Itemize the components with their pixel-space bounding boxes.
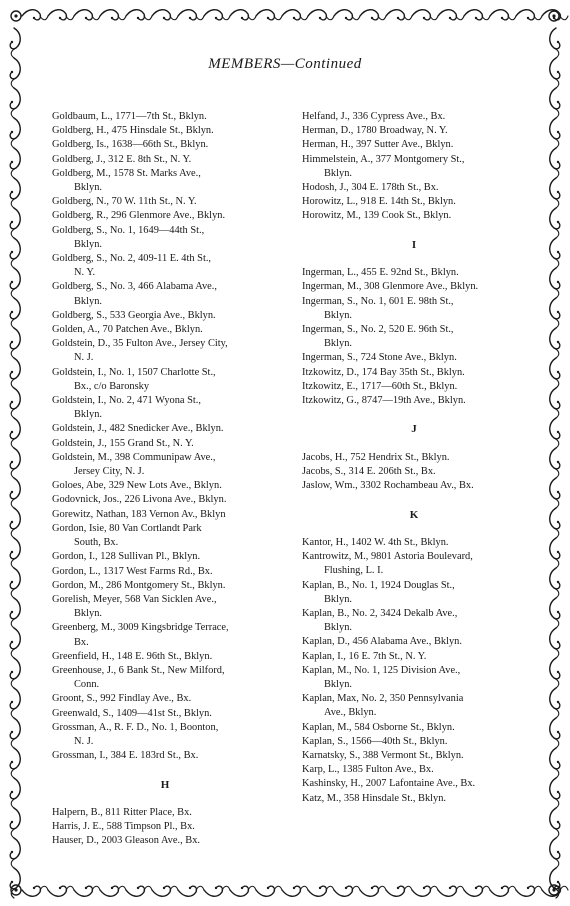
member-entry-line: Greenwald, S., 1409—41st St., Bklyn. <box>52 707 212 719</box>
member-entry <box>52 707 278 721</box>
left-column <box>52 110 278 849</box>
member-entry <box>302 664 526 692</box>
member-entry-line: Goldberg, H., 475 Hinsdale St., Bklyn. <box>52 125 214 137</box>
member-entry <box>302 295 526 323</box>
member-entry-line: Kantrowitz, M., 9801 Astoria Boulevard, <box>302 551 473 563</box>
member-entry <box>302 607 526 635</box>
member-entry-line: Goldberg, M., 1578 St. Marks Ave., <box>52 167 201 179</box>
member-entry-line: Ingerman, S., 724 Stone Ave., Bklyn. <box>302 352 457 364</box>
section-spacer <box>302 224 526 238</box>
member-entry <box>302 394 526 408</box>
member-entry-continuation: Bklyn. <box>74 182 103 194</box>
member-entry-line: Goldberg, S., No. 3, 466 Alabama Ave., <box>52 281 217 293</box>
member-entry-line: Horowitz, L., 918 E. 14th St., Bklyn. <box>302 196 456 208</box>
member-entry-line: Gorewitz, Nathan, 183 Vernon Av., Bklyn <box>52 508 226 520</box>
section-spacer <box>302 408 526 422</box>
member-entry-line: Goldberg, N., 70 W. 11th St., N. Y. <box>52 196 197 208</box>
section-spacer <box>52 763 278 777</box>
member-entry <box>52 508 278 522</box>
member-entry <box>52 110 278 124</box>
member-entry-continuation: N. J. <box>74 352 94 364</box>
member-entry <box>52 195 278 209</box>
member-entry-line: Gordon, M., 286 Montgomery St., Bklyn. <box>52 579 226 591</box>
member-entry <box>302 138 526 152</box>
member-entry <box>302 153 526 181</box>
section-letter-heading: I <box>411 238 417 251</box>
member-entry-line: Goldbaum, L., 1771—7th St., Bklyn. <box>52 111 207 122</box>
member-entry <box>52 749 278 763</box>
member-entry-line: Goldstein, M., 398 Communipaw Ave., <box>52 451 216 463</box>
member-entry-line: Kaplan, B., No. 2, 3424 Dekalb Ave., <box>302 607 458 619</box>
member-entry-continuation: Bx., c/o Baronsky <box>74 380 150 392</box>
member-entry-continuation: Bklyn. <box>74 295 103 307</box>
member-entry-line: Kantor, H., 1402 W. 4th St., Bklyn. <box>302 536 449 548</box>
member-entry-line: Goloes, Abe, 329 New Lots Ave., Bklyn. <box>52 480 222 492</box>
member-entry <box>52 479 278 493</box>
member-entry-line: Kaplan, M., No. 1, 125 Division Ave., <box>302 664 461 676</box>
member-entry-line: Kaplan, S., 1566—40th St., Bklyn. <box>302 735 448 747</box>
member-entry <box>302 792 526 806</box>
member-entry-line: Godovnick, Jos., 226 Livona Ave., Bklyn. <box>52 494 227 506</box>
member-entry-line: Jacobs, S., 314 E. 206th St., Bx. <box>302 465 436 477</box>
member-entry-line: Ingerman, S., No. 2, 520 E. 96th St., <box>302 324 454 335</box>
member-entry-line: Harris, J. E., 588 Timpson Pl., Bx. <box>52 821 195 833</box>
member-entry <box>302 579 526 607</box>
member-entry <box>52 820 278 834</box>
member-entry <box>302 479 526 493</box>
section-spacer <box>302 252 526 266</box>
member-entry-line: Grossman, A., R. F. D., No. 1, Boonton, <box>52 721 219 733</box>
member-entry-line: Itzkowitz, E., 1717—60th St., Bklyn. <box>302 380 458 392</box>
member-entry <box>52 153 278 167</box>
member-entry-line: Itzkowitz, G., 8747—19th Ave., Bklyn. <box>302 395 466 407</box>
section-spacer <box>52 792 278 806</box>
member-entry <box>302 366 526 380</box>
member-entry <box>52 167 278 195</box>
member-entry <box>302 380 526 394</box>
member-entry-line: Jacobs, H., 752 Hendrix St., Bklyn. <box>302 451 450 463</box>
member-entry <box>52 692 278 706</box>
member-entry-continuation: Bklyn. <box>324 338 353 350</box>
member-entry-line: Kaplan, Max, No. 2, 350 Pennsylvania <box>302 693 464 705</box>
member-entry-continuation: Flushing, L. I. <box>324 565 384 577</box>
member-entry-line: Grossman, I., 384 E. 183rd St., Bx. <box>52 750 199 762</box>
member-entry-line: Goldberg, S., No. 1, 1649—44th St., <box>52 224 205 236</box>
section-spacer <box>302 522 526 536</box>
right-column <box>302 110 526 806</box>
member-entry-line: Gordon, L., 1317 West Farms Rd., Bx. <box>52 565 213 577</box>
member-entry <box>52 209 278 223</box>
member-entry <box>302 735 526 749</box>
member-entry <box>52 650 278 664</box>
member-entry <box>302 635 526 649</box>
member-entry-line: Ingerman, M., 308 Glenmore Ave., Bklyn. <box>302 281 479 293</box>
member-entry <box>52 437 278 451</box>
member-entry <box>52 834 278 848</box>
member-entry <box>302 280 526 294</box>
member-entry-continuation: Bklyn. <box>324 622 353 634</box>
member-entry-line: Kashinsky, H., 2007 Lafontaine Ave., Bx. <box>302 778 476 790</box>
member-entry-continuation: Bklyn. <box>74 409 103 421</box>
member-entry-continuation: Bx. <box>74 636 89 648</box>
member-entry <box>52 366 278 394</box>
member-entry-line: Gordon, I., 128 Sullivan Pl., Bklyn. <box>52 551 201 563</box>
member-entry <box>52 138 278 152</box>
member-entry <box>302 266 526 280</box>
member-entry-line: Herman, D., 1780 Broadway, N. Y. <box>302 125 448 137</box>
member-entry <box>52 721 278 749</box>
member-entry <box>302 323 526 351</box>
member-entry-line: Goldberg, S., 533 Georgia Ave., Bklyn. <box>52 309 216 321</box>
member-entry-continuation: Bklyn. <box>324 309 353 321</box>
member-entry-line: Kaplan, B., No. 1, 1924 Douglas St., <box>302 579 455 591</box>
member-entry-continuation: Ave., Bklyn. <box>324 707 377 719</box>
member-entry <box>302 195 526 209</box>
member-entry <box>52 550 278 564</box>
member-entry <box>52 664 278 692</box>
member-entry-line: Greenberg, M., 3009 Kingsbridge Terrace, <box>52 622 229 634</box>
member-entry <box>302 777 526 791</box>
member-entry-line: Helfand, J., 336 Cypress Ave., Bx. <box>302 111 446 122</box>
member-entry <box>52 806 278 820</box>
member-entry-line: Katz, M., 358 Hinsdale St., Bklyn. <box>302 792 447 804</box>
member-entry-continuation: Bklyn. <box>74 608 103 620</box>
member-entry <box>52 224 278 252</box>
member-entry-continuation: Bklyn. <box>74 238 103 250</box>
member-entry-line: Ingerman, S., No. 1, 601 E. 98th St., <box>302 295 454 307</box>
member-entry <box>52 124 278 138</box>
member-entry <box>52 565 278 579</box>
member-entry <box>52 394 278 422</box>
member-entry-line: Herman, H., 397 Sutter Ave., Bklyn. <box>302 139 454 151</box>
member-entry <box>52 593 278 621</box>
member-entry-line: Kaplan, M., 584 Osborne St., Bklyn. <box>302 721 455 733</box>
member-entry-line: Goldstein, J., 482 Snedicker Ave., Bklyn. <box>52 423 224 435</box>
member-entry <box>52 252 278 280</box>
member-entry-line: Horowitz, M., 139 Cook St., Bklyn. <box>302 210 452 222</box>
member-entry-line: Gordon, Isie, 80 Van Cortlandt Park <box>52 522 202 534</box>
member-entry <box>302 692 526 720</box>
member-entry-line: Greenfield, H., 148 E. 96th St., Bklyn. <box>52 650 213 662</box>
member-entry-line: Goldberg, Is., 1638—66th St., Bklyn. <box>52 139 209 151</box>
member-entry-continuation: Bklyn. <box>324 593 353 605</box>
section-letter-heading: K <box>409 508 419 521</box>
member-entry <box>302 351 526 365</box>
member-entry <box>52 451 278 479</box>
member-entry-line: Gorelish, Meyer, 568 Van Sicklen Ave., <box>52 593 217 605</box>
member-entry <box>302 763 526 777</box>
member-entry <box>52 579 278 593</box>
member-entry-line: Karnatsky, S., 388 Vermont St., Bklyn. <box>302 750 464 761</box>
member-entry <box>302 550 526 578</box>
section-letter-heading: H <box>160 778 170 791</box>
section-spacer <box>302 493 526 507</box>
member-entry <box>52 422 278 436</box>
member-entry <box>302 749 526 763</box>
member-entry <box>302 536 526 550</box>
page-title: MEMBERS—Continued <box>208 56 362 72</box>
member-entry <box>52 493 278 507</box>
member-entry-line: Goldberg, S., No. 2, 409-11 E. 4th St., <box>52 253 212 265</box>
member-entry <box>302 721 526 735</box>
member-entry-line: Greenhouse, J., 6 Bank St., New Milford, <box>52 664 225 676</box>
member-entry-continuation: Conn. <box>74 679 100 691</box>
member-entry <box>302 209 526 223</box>
member-entry <box>302 124 526 138</box>
member-entry-line: Goldberg, R., 296 Glenmore Ave., Bklyn. <box>52 210 226 222</box>
member-entry <box>52 522 278 550</box>
member-entry-continuation: South, Bx. <box>74 537 119 549</box>
member-entry <box>302 650 526 664</box>
member-entry-line: Ingerman, L., 455 E. 92nd St., Bklyn. <box>302 267 459 279</box>
member-entry-line: Hauser, D., 2003 Gleason Ave., Bx. <box>52 835 201 847</box>
member-entry <box>302 181 526 195</box>
member-entry-line: Halpern, B., 811 Ritter Place, Bx. <box>52 806 192 818</box>
member-entry-line: Goldstein, I., No. 1, 1507 Charlotte St., <box>52 366 216 378</box>
member-entry-line: Jaslow, Wm., 3302 Rochambeau Av., Bx. <box>302 480 474 492</box>
member-entry-line: Goldstein, J., 155 Grand St., N. Y. <box>52 437 194 449</box>
member-entry-line: Groont, S., 992 Findlay Ave., Bx. <box>52 693 192 705</box>
member-entry <box>52 621 278 649</box>
member-entry-continuation: Bklyn. <box>324 678 353 690</box>
section-letter-heading: J <box>411 423 417 436</box>
member-entry-line: Goldberg, J., 312 E. 8th St., N. Y. <box>52 153 192 165</box>
member-entry-line: Golden, A., 70 Patchen Ave., Bklyn. <box>52 324 203 336</box>
member-entry-line: Kaplan, I., 16 E. 7th St., N. Y. <box>302 650 427 662</box>
member-entry-line: Goldstein, D., 35 Fulton Ave., Jersey City, <box>52 338 228 350</box>
member-entry <box>52 309 278 323</box>
member-entry-line: Karp, L., 1385 Fulton Ave., Bx. <box>302 764 434 776</box>
member-entry <box>52 337 278 365</box>
member-entry-line: Kaplan, D., 456 Alabama Ave., Bklyn. <box>302 636 462 648</box>
member-entry-continuation: N. J. <box>74 735 94 747</box>
section-spacer <box>302 437 526 451</box>
member-entry-continuation: N. Y. <box>74 267 96 279</box>
member-entry <box>302 451 526 465</box>
member-entry <box>52 280 278 308</box>
member-entry <box>52 323 278 337</box>
member-entry-line: Hodosh, J., 304 E. 178th St., Bx. <box>302 182 439 194</box>
member-entry-line: Itzkowitz, D., 174 Bay 35th St., Bklyn. <box>302 366 465 378</box>
member-entry <box>302 110 526 124</box>
member-entry <box>302 465 526 479</box>
member-entry-continuation: Bklyn. <box>324 167 353 179</box>
member-entry-line: Himmelstein, A., 377 Montgomery St., <box>302 153 465 165</box>
member-entry-continuation: Jersey City, N. J. <box>74 466 145 478</box>
member-entry-line: Goldstein, I., No. 2, 471 Wyona St., <box>52 395 201 407</box>
